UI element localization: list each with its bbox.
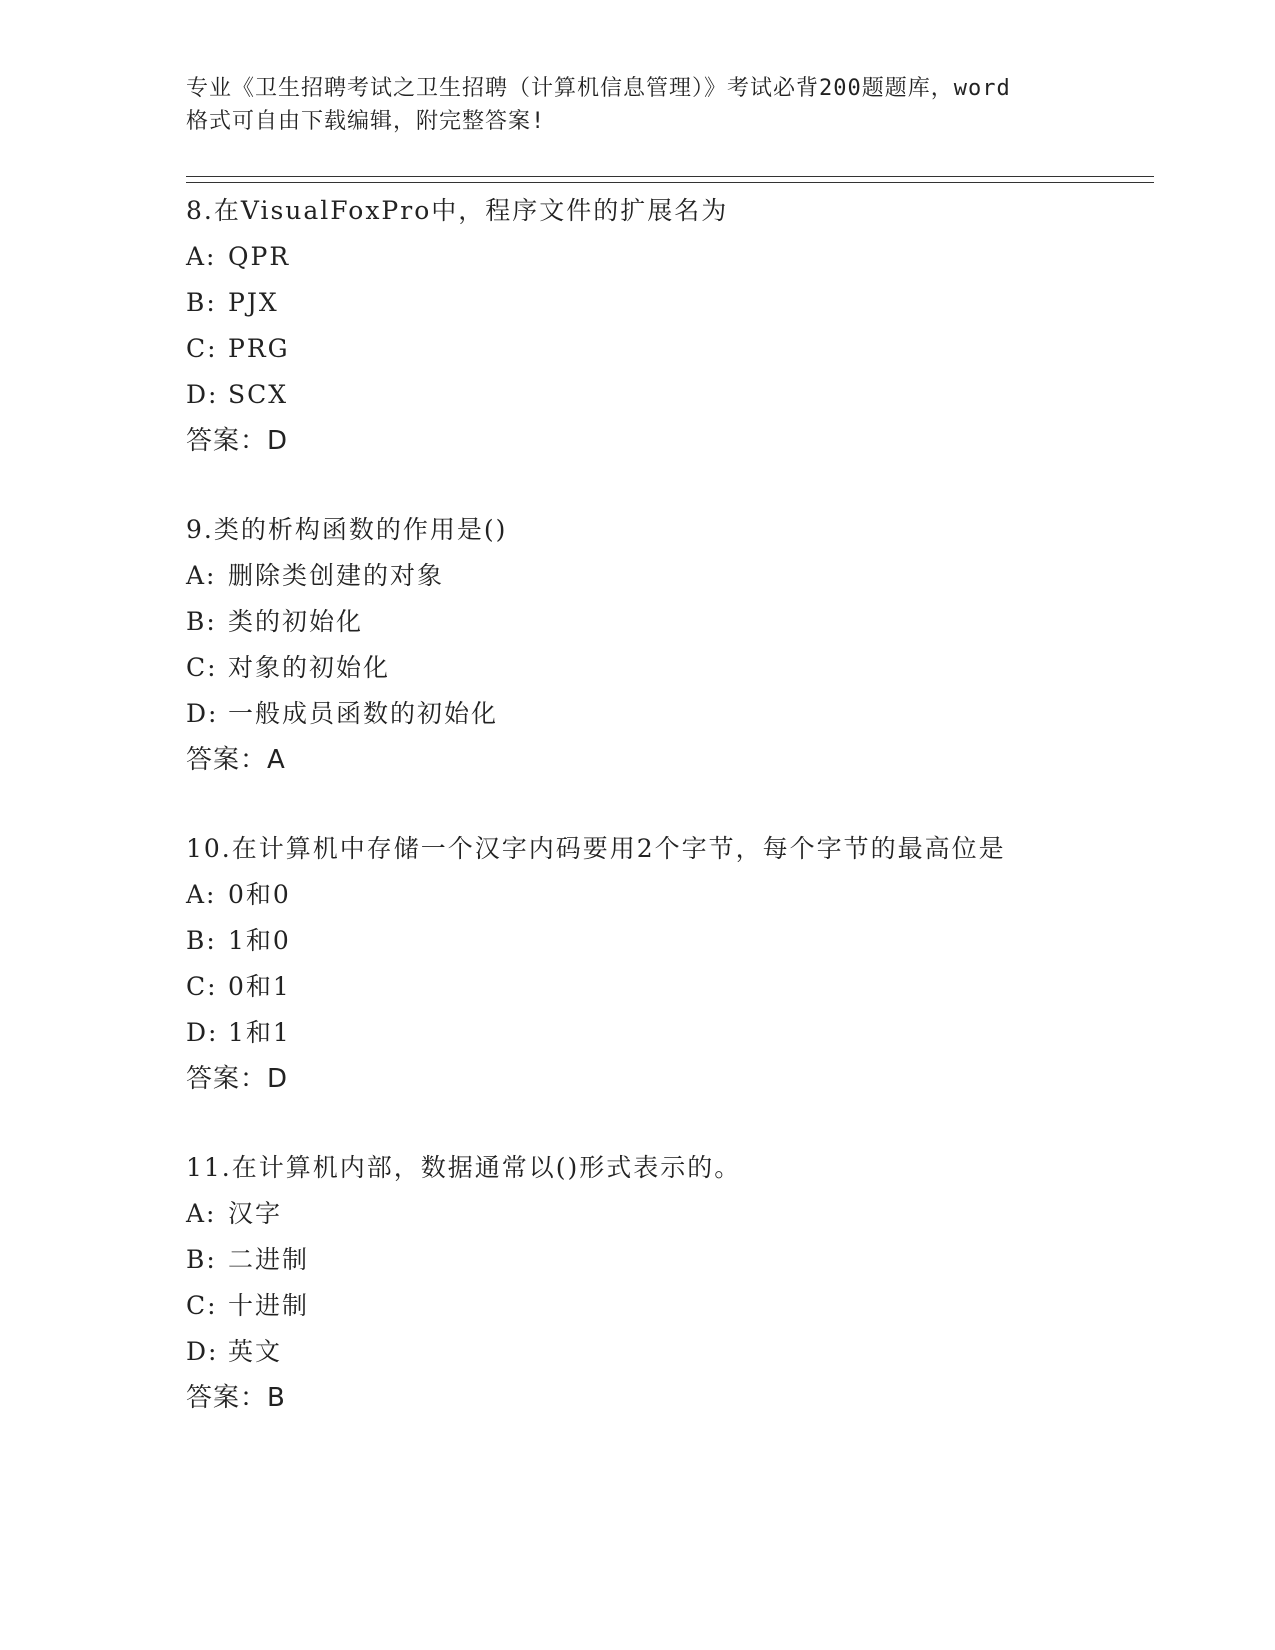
option-d [186, 1010, 1154, 1056]
option-d [186, 1329, 1154, 1375]
option-a [186, 872, 1154, 918]
option-letter: B: [186, 1245, 217, 1274]
option-text: 类的初始化 [228, 607, 364, 636]
option-text: 0和1 [228, 972, 291, 1001]
option-c [186, 964, 1154, 1010]
option-b [186, 280, 1154, 326]
question-11 [186, 1145, 1154, 1421]
answer-label: 答案：D [186, 1064, 289, 1094]
header-line-1: 专业《卫生招聘考试之卫生招聘（计算机信息管理）》考试必背200题题库，word [186, 76, 1011, 101]
option-text: 对象的初始化 [228, 653, 391, 682]
answer-label: 答案：D [186, 426, 289, 456]
option-letter: A: [186, 1199, 217, 1228]
option-b [186, 599, 1154, 645]
option-letter: C: [186, 334, 218, 363]
question-stem: 11.在计算机内部，数据通常以()形式表示的。 [186, 1153, 742, 1182]
option-text: 删除类创建的对象 [228, 561, 445, 590]
option-a [186, 553, 1154, 599]
question-stem: 10.在计算机中存储一个汉字内码要用2个字节，每个字节的最高位是 [186, 834, 1006, 863]
option-text: 二进制 [228, 1245, 310, 1274]
option-c [186, 1283, 1154, 1329]
answer-label: 答案：B [186, 1383, 286, 1413]
document-header [186, 72, 1086, 138]
question-stem: 8.在VisualFoxPro中，程序文件的扩展名为 [186, 196, 729, 225]
option-c [186, 645, 1154, 691]
header-divider-top [186, 176, 1154, 177]
option-letter: D: [186, 380, 219, 409]
option-letter: C: [186, 653, 218, 682]
question-list [186, 188, 1154, 1464]
option-b [186, 1237, 1154, 1283]
option-letter: B: [186, 926, 217, 955]
option-letter: C: [186, 1291, 218, 1320]
option-text: 一般成员函数的初始化 [228, 699, 499, 728]
option-text: SCX [228, 380, 289, 409]
option-text: 汉字 [228, 1199, 283, 1228]
option-letter: B: [186, 288, 217, 317]
option-letter: A: [186, 561, 217, 590]
question-9 [186, 507, 1154, 783]
option-letter: D: [186, 699, 219, 728]
answer-label: 答案：A [186, 745, 286, 775]
option-letter: C: [186, 972, 218, 1001]
question-10 [186, 826, 1154, 1102]
question-stem: 9.类的析构函数的作用是() [186, 515, 508, 544]
option-a [186, 1191, 1154, 1237]
option-text: 1和1 [228, 1018, 291, 1047]
header-divider-bottom [186, 182, 1154, 183]
option-letter: D: [186, 1337, 219, 1366]
option-letter: A: [186, 880, 217, 909]
option-d [186, 691, 1154, 737]
option-letter: D: [186, 1018, 219, 1047]
option-text: 英文 [228, 1337, 283, 1366]
question-8 [186, 188, 1154, 464]
header-line-2: 格式可自由下载编辑，附完整答案! [186, 109, 546, 134]
option-text: 十进制 [228, 1291, 310, 1320]
option-letter: B: [186, 607, 217, 636]
option-a [186, 234, 1154, 280]
option-c [186, 326, 1154, 372]
option-text: 0和0 [228, 880, 291, 909]
option-b [186, 918, 1154, 964]
option-d [186, 372, 1154, 418]
option-text: QPR [228, 242, 291, 271]
option-text: 1和0 [228, 926, 291, 955]
option-letter: A: [186, 242, 217, 271]
option-text: PRG [228, 334, 290, 363]
option-text: PJX [228, 288, 279, 317]
